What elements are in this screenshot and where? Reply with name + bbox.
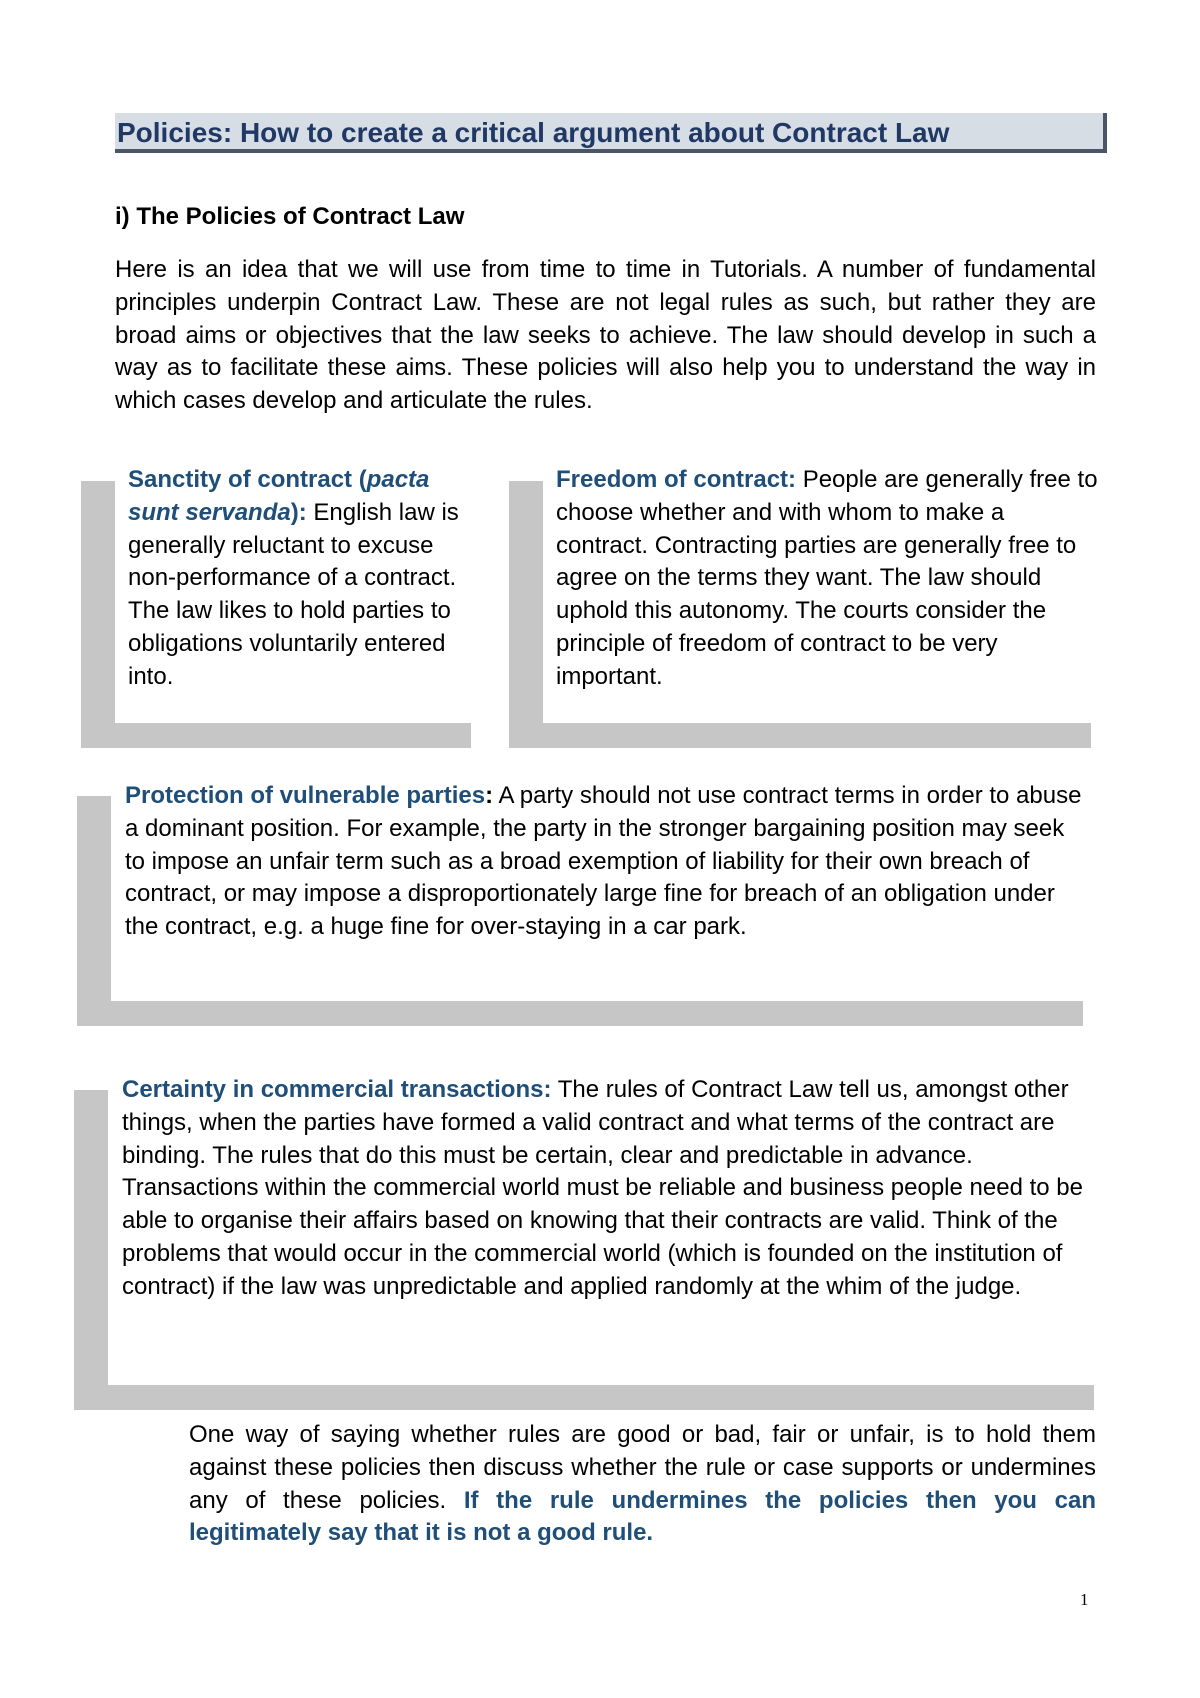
policy-body: A party should not use contract terms in order to abuse a dominant position. For example, the party in the stronger bargaining position may seek to impose an unfair term such as a broad exemption of liability for their own breach of contract, or may impose a disproportionately large fine for breach of an obligation under the contract, e.g. a huge fine for over-staying in a car park.: [125, 782, 1082, 941]
box-border-bottom: [509, 723, 1091, 748]
conclusion-highlight: If the rule undermines the policies then you can legitimately say that it is not a good rule.: [189, 1486, 1096, 1547]
policy-box-sanctity: [81, 466, 471, 748]
box-border-left: [77, 796, 111, 1026]
title-bar: [115, 113, 1107, 153]
policy-box-certainty: [74, 1076, 1094, 1410]
policy-text: [556, 464, 1101, 694]
box-border-bottom: [81, 723, 471, 748]
conclusion-paragraph: [189, 1419, 1096, 1550]
intro-paragraph: Here is an idea that we will use from time to time in Tutorials. A number of fundamental principles underpin Contract Law. These are not legal rules as such, but rather they are broad aims or objectives that the law seeks to achieve. The law should develop in such a way as to facilitate these aims. These policies will also help you to understand the way in which cases develop and articulate the rules.: [115, 256, 1096, 415]
policy-name: Certainty in commercial transactions:: [122, 1076, 552, 1103]
policy-body: English law is generally reluctant to excuse non-performance of a contract. The law likes to hold parties to obligations voluntarily entered into.: [128, 498, 459, 690]
section-heading: i) The Policies of Contract Law: [115, 203, 465, 230]
box-border-left: [74, 1090, 108, 1410]
box-border-bottom: [74, 1385, 1094, 1410]
box-border-left: [81, 481, 115, 748]
policy-text: [125, 780, 1083, 944]
page-number: 1: [1080, 1590, 1089, 1609]
policy-name: Protection of vulnerable parties: [125, 782, 486, 809]
conclusion-text: One way of saying whether rules are good or bad, fair or unfair, is to hold them against these policies then discuss whether the rule or case supports or undermines any of these policies.: [189, 1421, 1096, 1514]
box-border-left: [509, 481, 543, 748]
policy-name: Freedom of contract:: [556, 466, 797, 493]
policy-body: The rules of Contract Law tell us, amongst other things, when the parties have formed a valid contract and what terms of the contract are binding. The rules that do this must be certain, clear and predictable in advance. Transactions within the commercial world must be reliable and business people need to be able to organise their affairs based on knowing that their contracts are valid. Think of the problems that would occur in the commercial world (which is founded on the institution of contract) if the law was unpredictable and applied randomly at the whim of the judge.: [122, 1076, 1083, 1300]
page-title: Policies: How to create a critical argument about Contract Law: [117, 117, 950, 148]
policy-box-protection: [77, 782, 1083, 1026]
box-border-bottom: [77, 1001, 1083, 1026]
policy-box-freedom: [509, 466, 1098, 748]
policy-text: [128, 464, 468, 694]
policy-name-colon: :: [485, 782, 494, 809]
policy-text: [122, 1074, 1094, 1304]
policy-name: Sanctity of contract (pacta sunt servanda):: [128, 466, 430, 526]
policy-body: People are generally free to choose whether and with whom to make a contract. Contracting parties are generally free to agree on the terms they want. The law should uphold this autonomy. The courts consider the principle of freedom of contract to be very important.: [556, 466, 1098, 690]
